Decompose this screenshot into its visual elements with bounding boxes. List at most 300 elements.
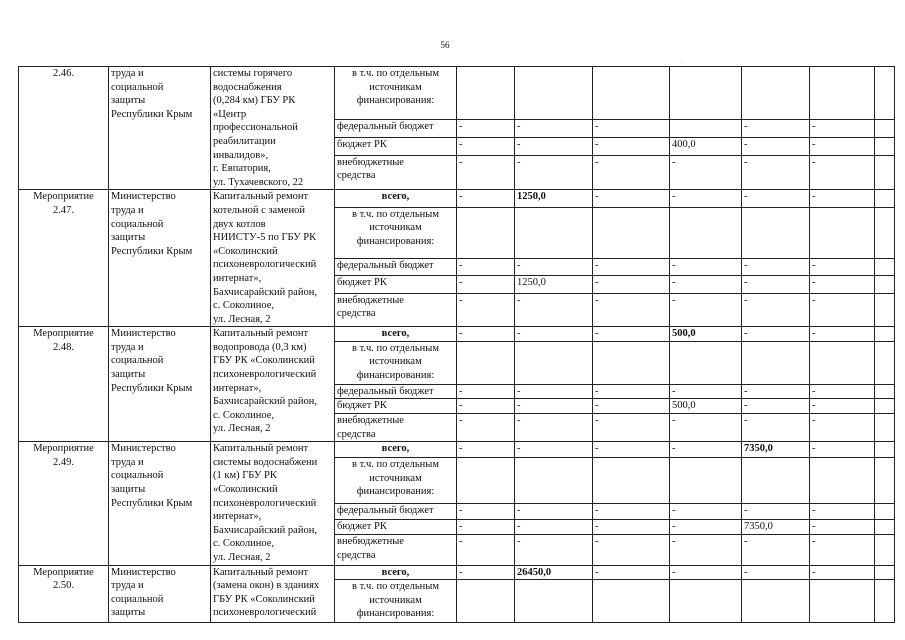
including-value-4 [670, 207, 742, 258]
extra-value-6-line: - [812, 294, 816, 306]
federal-value-3 [593, 119, 670, 137]
total-value-4-line: - [672, 566, 676, 578]
measure-description-line: ул. Лесная, 2 [213, 313, 271, 325]
responsible-org-line: защиты [111, 232, 146, 244]
federal-value-6-line: - [812, 385, 816, 397]
total-value-4-line: - [672, 443, 676, 455]
extra-value-2 [515, 155, 593, 190]
extra-value-4 [670, 414, 742, 442]
federal-value-2-line: - [517, 505, 521, 517]
source-total [335, 327, 457, 342]
federal-value-6 [810, 384, 875, 399]
including-value-4 [670, 580, 742, 623]
total-value-5 [742, 327, 810, 342]
measure-description-line: Бахчисарайский район, [213, 396, 317, 408]
measure-description-line: психоневрологический [213, 259, 317, 271]
extra-pad [875, 535, 895, 565]
including-value-3 [593, 457, 670, 503]
measure-description-line: Капитальный ремонт [213, 328, 309, 340]
rk-value-6 [810, 399, 875, 414]
extra-value-3-line: - [595, 156, 599, 168]
measure-description-line: Капитальный ремонт [213, 443, 309, 455]
rk-value-1-line: - [459, 520, 463, 532]
extra-value-3 [593, 293, 670, 327]
extra-value-4 [670, 293, 742, 327]
measure-id [19, 190, 109, 327]
total-value-1-line: - [459, 443, 463, 455]
total-value-1 [457, 327, 515, 342]
federal-value-2-line: - [517, 259, 521, 271]
including-value-1 [457, 580, 515, 623]
measure-description-line: с. Соколиное, [213, 538, 274, 550]
table-row [19, 190, 895, 207]
source-including-line: источникам [369, 222, 422, 234]
including-value-1 [457, 457, 515, 503]
total-value-6 [810, 327, 875, 342]
rk-pad [875, 519, 895, 535]
rk-value-4-line: - [672, 277, 676, 289]
total-value-2-line: 1250,0 [517, 191, 546, 203]
extra-value-6 [810, 155, 875, 190]
federal-value-2-line: - [517, 120, 521, 132]
rk-value-5 [742, 137, 810, 155]
source-including-line: в т.ч. по отдельным [352, 581, 439, 593]
responsible-org-line: труда и [111, 456, 144, 468]
federal-value-3-line: - [595, 259, 599, 271]
responsible-org-line: труда и [111, 580, 144, 592]
table-row [19, 442, 895, 458]
source-total [335, 442, 457, 458]
source-extrabudgetary-line: внебюджетные [337, 294, 404, 306]
federal-value-5-line: - [744, 120, 748, 132]
rk-value-1 [457, 276, 515, 293]
federal-value-1 [457, 258, 515, 275]
including-value-4 [670, 67, 742, 120]
total-value-1-line: - [459, 566, 463, 578]
rk-value-3 [593, 276, 670, 293]
rk-value-4-line: 500,0 [672, 400, 696, 412]
responsible-org-line: Республики Крым [111, 108, 193, 120]
responsible-org-line: Министерство [111, 566, 176, 578]
rk-value-1 [457, 519, 515, 535]
source-extrabudgetary-line: средства [337, 170, 376, 182]
rk-value-5 [742, 399, 810, 414]
federal-value-1-line: - [459, 120, 463, 132]
federal-value-6-line: - [812, 259, 816, 271]
federal-value-6 [810, 258, 875, 275]
total-pad [875, 442, 895, 458]
responsible-org [109, 327, 211, 442]
extra-value-2-line: - [517, 415, 521, 427]
rk-value-1-line: - [459, 138, 463, 150]
source-extrabudgetary-line: средства [337, 308, 376, 320]
measure-id [19, 442, 109, 565]
extra-value-3 [593, 535, 670, 565]
including-value-6 [810, 67, 875, 120]
responsible-org-line: труда и [111, 204, 144, 216]
rk-value-5-line: 7350,0 [744, 520, 773, 532]
total-value-6-line: - [812, 328, 816, 340]
measure-id-line: 2.46. [53, 68, 74, 79]
including-pad [875, 67, 895, 120]
source-including [335, 580, 457, 623]
federal-value-6 [810, 504, 875, 520]
source-including-line: источникам [369, 356, 422, 368]
measure-description-line: с. Соколиное, [213, 300, 274, 312]
total-value-2 [515, 327, 593, 342]
extra-value-1 [457, 535, 515, 565]
extra-value-2 [515, 414, 593, 442]
including-value-5 [742, 67, 810, 120]
measure-id-line: Мероприятие [33, 443, 94, 455]
measure-id [19, 67, 109, 190]
source-including-line: в т.ч. по отдельным [352, 458, 439, 470]
responsible-org [109, 190, 211, 327]
extra-value-2-line: - [517, 156, 521, 168]
including-value-3 [593, 341, 670, 384]
source-federal [335, 258, 457, 275]
including-value-2 [515, 207, 593, 258]
total-value-2-line: 26450,0 [517, 566, 552, 578]
extra-value-5 [742, 293, 810, 327]
total-value-3-line: - [595, 443, 599, 455]
rk-value-4 [670, 519, 742, 535]
rk-value-3-line: - [595, 520, 599, 532]
total-value-6 [810, 565, 875, 580]
rk-value-2 [515, 519, 593, 535]
extra-value-6 [810, 535, 875, 565]
source-including [335, 67, 457, 120]
rk-value-5-line: - [744, 277, 748, 289]
including-pad [875, 207, 895, 258]
rk-value-4 [670, 276, 742, 293]
rk-value-4-line: - [672, 520, 676, 532]
total-pad [875, 327, 895, 342]
including-pad [875, 341, 895, 384]
measure-id-line: 2.50. [53, 580, 74, 592]
header-mark: · [681, 60, 683, 66]
measure-id [19, 327, 109, 442]
including-value-4 [670, 341, 742, 384]
source-total-line: всего, [381, 328, 410, 340]
rk-value-1-line: - [459, 400, 463, 412]
extra-pad [875, 293, 895, 327]
responsible-org-line: Республики Крым [111, 382, 193, 394]
federal-value-4 [670, 504, 742, 520]
source-total-line: всего, [381, 566, 410, 578]
total-value-6-line: - [812, 566, 816, 578]
rk-value-6-line: - [812, 520, 816, 532]
table-row [19, 565, 895, 580]
extra-value-5-line: - [744, 294, 748, 306]
including-value-5 [742, 580, 810, 623]
total-value-2 [515, 190, 593, 207]
including-value-6 [810, 341, 875, 384]
federal-pad [875, 119, 895, 137]
federal-value-1 [457, 119, 515, 137]
total-value-4-line: - [672, 191, 676, 203]
extra-value-3-line: - [595, 294, 599, 306]
extra-value-3 [593, 414, 670, 442]
responsible-org-line: Республики Крым [111, 497, 193, 509]
measure-description-line: НИИСТУ-5 по ГБУ РК [213, 232, 317, 244]
total-value-3 [593, 565, 670, 580]
federal-value-5-line: - [744, 259, 748, 271]
measure-id-line: Мероприятие [33, 566, 94, 578]
rk-value-4-line: 400,0 [672, 138, 696, 150]
federal-value-3 [593, 504, 670, 520]
source-rk-budget-line: бюджет РК [337, 400, 387, 412]
including-value-1 [457, 341, 515, 384]
extra-pad [875, 155, 895, 190]
source-including-line: в т.ч. по отдельным [352, 208, 439, 220]
extra-value-1-line: - [459, 415, 463, 427]
extra-value-6 [810, 293, 875, 327]
extra-value-5 [742, 414, 810, 442]
source-including-line: в т.ч. по отдельным [352, 342, 439, 354]
rk-value-6-line: - [812, 138, 816, 150]
total-value-2 [515, 565, 593, 580]
federal-value-4-line: - [672, 505, 676, 517]
responsible-org [109, 442, 211, 565]
responsible-org-line: социальной [111, 81, 164, 93]
rk-value-1-line: - [459, 277, 463, 289]
total-value-1-line: - [459, 191, 463, 203]
measure-description-line: водопровода (0,3 км) [213, 341, 307, 353]
responsible-org-line: Республики Крым [111, 245, 193, 257]
measure-description-line: инвалидов», [213, 149, 269, 161]
federal-value-4-line: - [672, 259, 676, 271]
including-value-5 [742, 341, 810, 384]
extra-value-3-line: - [595, 415, 599, 427]
measure-description [211, 565, 335, 623]
rk-value-5 [742, 519, 810, 535]
total-value-4-line: 500,0 [672, 328, 696, 340]
extra-value-1-line: - [459, 294, 463, 306]
including-value-5 [742, 457, 810, 503]
source-including-line: в т.ч. по отдельным [352, 68, 439, 79]
source-including-line: финансирования: [356, 95, 435, 107]
rk-value-2-line: 1250,0 [517, 277, 546, 289]
total-value-4 [670, 442, 742, 458]
source-extrabudgetary [335, 293, 457, 327]
extra-value-5 [742, 155, 810, 190]
including-value-3 [593, 67, 670, 120]
measure-description-line: ул. Лесная, 2 [213, 423, 271, 435]
measure-description-line: интернат», [213, 382, 262, 394]
extra-value-5-line: - [744, 415, 748, 427]
measure-id-line: 2.47. [53, 204, 74, 216]
responsible-org-line: Министерство [111, 191, 176, 203]
responsible-org-line: защиты [111, 484, 146, 496]
responsible-org-line: защиты [111, 607, 146, 619]
source-federal [335, 384, 457, 399]
including-value-2 [515, 580, 593, 623]
source-total [335, 565, 457, 580]
rk-value-3-line: - [595, 400, 599, 412]
federal-value-5 [742, 119, 810, 137]
measure-description-line: (1 км) ГБУ РК [213, 470, 277, 482]
source-rk-budget-line: бюджет РК [337, 520, 387, 532]
total-value-5-line: 7350,0 [744, 443, 773, 455]
extra-value-3-line: - [595, 536, 599, 548]
measure-description-line: двух котлов [213, 218, 266, 230]
rk-value-6 [810, 137, 875, 155]
extra-value-3 [593, 155, 670, 190]
total-value-1 [457, 565, 515, 580]
rk-value-3-line: - [595, 138, 599, 150]
rk-value-4 [670, 137, 742, 155]
rk-value-3-line: - [595, 277, 599, 289]
total-value-3 [593, 327, 670, 342]
total-value-5 [742, 190, 810, 207]
total-value-5-line: - [744, 328, 748, 340]
measure-description-line: психоневрологический [213, 607, 317, 619]
rk-value-2 [515, 137, 593, 155]
source-including [335, 341, 457, 384]
measure-description-line: интернат», [213, 511, 262, 523]
federal-value-1-line: - [459, 385, 463, 397]
source-federal-line: федеральный бюджет [337, 505, 434, 517]
source-federal [335, 504, 457, 520]
source-extrabudgetary-line: внебюджетные [337, 156, 404, 168]
federal-value-5 [742, 504, 810, 520]
rk-value-5-line: - [744, 138, 748, 150]
extra-value-4 [670, 155, 742, 190]
measure-id-line: 2.49. [53, 456, 74, 468]
rk-value-1 [457, 137, 515, 155]
including-value-6 [810, 457, 875, 503]
measure-description [211, 327, 335, 442]
measure-description [211, 67, 335, 190]
federal-value-5-line: - [744, 505, 748, 517]
source-including-line: финансирования: [356, 370, 435, 382]
rk-value-2-line: - [517, 520, 521, 532]
total-value-4 [670, 327, 742, 342]
measure-description-line: «Центр [213, 108, 247, 120]
source-federal-line: федеральный бюджет [337, 385, 434, 397]
total-value-3 [593, 442, 670, 458]
including-pad [875, 580, 895, 623]
measure-description-line: водоснабжения [213, 81, 282, 93]
measure-description-line: ГБУ РК «Соколинский [213, 355, 315, 367]
federal-value-6-line: - [812, 505, 816, 517]
including-value-2 [515, 67, 593, 120]
extra-value-6-line: - [812, 415, 816, 427]
including-value-5 [742, 207, 810, 258]
rk-value-3 [593, 399, 670, 414]
federal-value-2 [515, 504, 593, 520]
measure-description-line: «Соколинский [213, 484, 278, 496]
extra-value-5-line: - [744, 156, 748, 168]
source-including-line: источникам [369, 81, 422, 93]
extra-value-1-line: - [459, 536, 463, 548]
responsible-org-line: социальной [111, 470, 164, 482]
total-value-1-line: - [459, 328, 463, 340]
source-rk-budget [335, 519, 457, 535]
source-extrabudgetary-line: внебюджетные [337, 536, 404, 548]
extra-value-2-line: - [517, 536, 521, 548]
federal-value-1-line: - [459, 505, 463, 517]
federal-value-6-line: - [812, 120, 816, 132]
rk-value-6-line: - [812, 400, 816, 412]
measure-description-line: системы водоснабжени [213, 456, 318, 468]
responsible-org [109, 67, 211, 190]
federal-value-5 [742, 258, 810, 275]
rk-value-3 [593, 137, 670, 155]
measure-id [19, 565, 109, 623]
page-number: 56 [440, 40, 450, 50]
source-total [335, 190, 457, 207]
federal-value-3-line: - [595, 385, 599, 397]
measure-description-line: Капитальный ремонт [213, 566, 309, 578]
federal-pad [875, 384, 895, 399]
source-including-line: источникам [369, 594, 422, 606]
including-value-2 [515, 457, 593, 503]
extra-value-4 [670, 535, 742, 565]
responsible-org-line: Министерство [111, 328, 176, 340]
federal-value-1 [457, 504, 515, 520]
measure-description-line: ул. Лесная, 2 [213, 552, 271, 563]
rk-value-4 [670, 399, 742, 414]
source-rk-budget-line: бюджет РК [337, 138, 387, 150]
responsible-org-line: защиты [111, 95, 146, 107]
extra-value-2 [515, 293, 593, 327]
federal-value-4-line: - [672, 385, 676, 397]
federal-value-6 [810, 119, 875, 137]
total-value-3-line: - [595, 328, 599, 340]
measure-description-line: котельной с заменой [213, 204, 305, 216]
extra-value-6-line: - [812, 536, 816, 548]
including-value-4 [670, 457, 742, 503]
extra-value-1-line: - [459, 156, 463, 168]
extra-value-6-line: - [812, 156, 816, 168]
source-extrabudgetary [335, 535, 457, 565]
responsible-org-line: социальной [111, 593, 164, 605]
extra-value-1 [457, 414, 515, 442]
federal-value-3-line: - [595, 505, 599, 517]
federal-value-5-line: - [744, 385, 748, 397]
measure-id-line: Мероприятие [33, 191, 94, 203]
rk-value-2-line: - [517, 138, 521, 150]
source-extrabudgetary-line: средства [337, 428, 376, 440]
source-including-line: финансирования: [356, 608, 435, 620]
including-value-6 [810, 207, 875, 258]
rk-value-1 [457, 399, 515, 414]
extra-pad [875, 414, 895, 442]
rk-value-5-line: - [744, 400, 748, 412]
measure-description-line: Капитальный ремонт [213, 191, 309, 203]
total-value-6 [810, 190, 875, 207]
federal-value-1 [457, 384, 515, 399]
extra-value-2 [515, 535, 593, 565]
extra-value-2-line: - [517, 294, 521, 306]
source-including [335, 457, 457, 503]
total-value-6-line: - [812, 443, 816, 455]
total-value-3-line: - [595, 566, 599, 578]
measure-description-line: ГБУ РК «Соколинский [213, 593, 315, 605]
extra-value-5 [742, 535, 810, 565]
federal-value-4 [670, 119, 742, 137]
rk-value-2 [515, 276, 593, 293]
source-extrabudgetary [335, 414, 457, 442]
total-value-5 [742, 442, 810, 458]
measure-description-line: интернат», [213, 272, 262, 284]
including-value-3 [593, 207, 670, 258]
rk-value-5 [742, 276, 810, 293]
responsible-org-line: защиты [111, 369, 146, 381]
source-total-line: всего, [381, 443, 410, 455]
